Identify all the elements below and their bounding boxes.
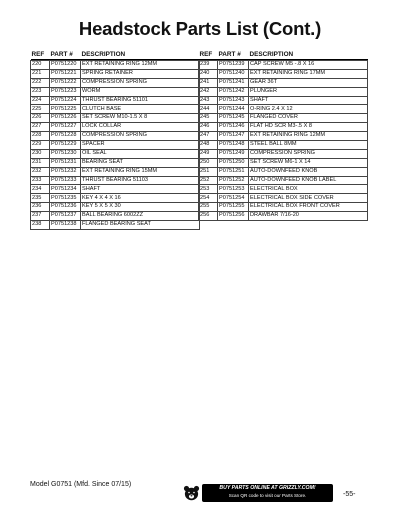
table-row <box>199 212 368 221</box>
description-cell: FLANGED COVER <box>249 114 368 123</box>
table-row <box>31 114 200 123</box>
description-cell: ELECTRICAL BOX <box>249 185 368 194</box>
ref-cell: 241 <box>199 78 218 87</box>
table-row <box>31 149 200 158</box>
ref-cell: 233 <box>31 176 50 185</box>
description-cell: SHAFT <box>81 185 200 194</box>
part-number-cell: P0751256 <box>218 212 249 221</box>
part-number-cell: P0751232 <box>50 167 81 176</box>
description-column-header: DESCRIPTION <box>81 51 126 59</box>
part-number-cell: P0751247 <box>218 132 249 141</box>
ref-cell: 248 <box>199 141 218 150</box>
table-row <box>199 78 368 87</box>
part-column-header: PART # <box>50 51 73 59</box>
part-number-cell: P0751223 <box>50 87 81 96</box>
description-column-header: DESCRIPTION <box>249 51 294 59</box>
table-row <box>31 185 200 194</box>
table-row <box>199 105 368 114</box>
part-number-cell: P0751244 <box>218 105 249 114</box>
table-row <box>31 105 200 114</box>
ref-cell: 236 <box>31 203 50 212</box>
table-row <box>199 203 368 212</box>
ref-cell: 250 <box>199 158 218 167</box>
description-cell: EXT RETAINING RING 15MM <box>81 167 200 176</box>
description-cell: SET SCREW M10-1.5 X 8 <box>81 114 200 123</box>
ref-cell: 249 <box>199 149 218 158</box>
description-cell: CLUTCH BASE <box>81 105 200 114</box>
description-cell: EXT RETAINING RING 17MM <box>249 69 368 78</box>
ref-cell: 251 <box>199 167 218 176</box>
part-number-cell: P0751228 <box>50 132 81 141</box>
ref-cell: 235 <box>31 194 50 203</box>
part-number-cell: P0751241 <box>218 78 249 87</box>
description-cell: ELECTRICAL BOX SIDE COVER <box>249 194 368 203</box>
ref-cell: 228 <box>31 132 50 141</box>
table-row <box>31 87 200 96</box>
part-number-cell: P0751227 <box>50 123 81 132</box>
ref-cell: 227 <box>31 123 50 132</box>
table-row <box>199 185 368 194</box>
ref-column-header: REF <box>199 51 213 59</box>
ref-cell: 221 <box>31 69 50 78</box>
description-cell: EXT RETAINING RING 12MM <box>81 61 200 70</box>
table-row <box>31 203 200 212</box>
ref-cell: 245 <box>199 114 218 123</box>
table-row <box>199 149 368 158</box>
description-cell: AUTO-DOWNFEED KNOB <box>249 167 368 176</box>
description-cell: EXT RETAINING RING 12MM <box>249 132 368 141</box>
description-cell: WORM <box>81 87 200 96</box>
ref-cell: 220 <box>31 61 50 70</box>
part-number-cell: P0751233 <box>50 176 81 185</box>
description-cell: STEEL BALL 8MM <box>249 141 368 150</box>
part-number-cell: P0751246 <box>218 123 249 132</box>
description-cell: O-RING 2.4 X 12 <box>249 105 368 114</box>
ref-cell: 226 <box>31 114 50 123</box>
ref-cell: 252 <box>199 176 218 185</box>
grizzly-bear-logo-icon <box>183 485 200 501</box>
ref-cell: 255 <box>199 203 218 212</box>
description-cell: COMPRESSION SPRING <box>249 149 368 158</box>
ref-cell: 240 <box>199 69 218 78</box>
description-cell: THRUST BEARING 51101 <box>81 96 200 105</box>
description-cell: BEARING SEAT <box>81 158 200 167</box>
parts-store-banner[interactable] <box>202 484 333 502</box>
part-number-cell: P0751242 <box>218 87 249 96</box>
ref-cell: 222 <box>31 78 50 87</box>
ref-cell: 225 <box>31 105 50 114</box>
page-number: -55- <box>343 491 356 498</box>
part-number-cell: P0751222 <box>50 78 81 87</box>
table-row <box>199 194 368 203</box>
ref-cell: 244 <box>199 105 218 114</box>
ref-cell: 242 <box>199 87 218 96</box>
part-number-cell: P0751221 <box>50 69 81 78</box>
part-number-cell: P0751220 <box>50 61 81 70</box>
ref-cell: 243 <box>199 96 218 105</box>
description-cell: COMPRESSION SPRING <box>81 78 200 87</box>
table-header-row <box>31 50 200 60</box>
ref-cell: 254 <box>199 194 218 203</box>
table-row <box>31 123 200 132</box>
ref-cell: 223 <box>31 87 50 96</box>
description-cell: GEAR 36T <box>249 78 368 87</box>
part-number-cell: P0751234 <box>50 185 81 194</box>
ref-cell: 237 <box>31 212 50 221</box>
description-cell: LOCK COLLAR <box>81 123 200 132</box>
description-cell: AUTO-DOWNFEED KNOB LABEL <box>249 176 368 185</box>
part-number-cell: P0751250 <box>218 158 249 167</box>
description-cell: KEY 4 X 4 X 16 <box>81 194 200 203</box>
promo-subtext: Scan QR code to visit our Parts Store. <box>228 493 307 498</box>
model-footer: Model G0751 (Mfd. Since 07/15) <box>30 481 132 488</box>
description-cell: COMPRESSION SPRING <box>81 132 200 141</box>
description-cell: SPRING RETAINER <box>81 69 200 78</box>
table-row <box>199 167 368 176</box>
ref-cell: 230 <box>31 149 50 158</box>
table-row <box>31 78 200 87</box>
part-number-cell: P0751252 <box>218 176 249 185</box>
description-cell: OIL SEAL <box>81 149 200 158</box>
description-cell: SET SCREW M6-1 X 14 <box>249 158 368 167</box>
description-cell: BALL BEARING 6002ZZ <box>81 212 200 221</box>
table-row <box>199 176 368 185</box>
table-row <box>31 141 200 150</box>
table-row <box>31 221 200 230</box>
ref-cell: 256 <box>199 212 218 221</box>
ref-cell: 246 <box>199 123 218 132</box>
part-number-cell: P0751239 <box>218 61 249 70</box>
ref-cell: 224 <box>31 96 50 105</box>
part-number-cell: P0751251 <box>218 167 249 176</box>
part-number-cell: P0751249 <box>218 149 249 158</box>
parts-table-right <box>198 50 368 221</box>
ref-cell: 238 <box>31 221 50 230</box>
table-row <box>31 194 200 203</box>
table-row <box>199 141 368 150</box>
part-number-cell: P0751226 <box>50 114 81 123</box>
table-row <box>199 96 368 105</box>
description-cell: THRUST BEARING 51103 <box>81 176 200 185</box>
description-cell: SPACER <box>81 141 200 150</box>
description-cell: SHAFT <box>249 96 368 105</box>
table-row <box>31 176 200 185</box>
ref-cell: 234 <box>31 185 50 194</box>
part-number-cell: P0751231 <box>50 158 81 167</box>
parts-table-left-body <box>31 61 200 230</box>
part-number-cell: P0751255 <box>218 203 249 212</box>
description-cell: CAP SCREW M5 -.8 X 16 <box>249 61 368 70</box>
table-header-row <box>199 50 368 60</box>
table-row <box>31 96 200 105</box>
part-number-cell: P0751237 <box>50 212 81 221</box>
table-row <box>31 158 200 167</box>
promo-headline: BUY PARTS ONLINE AT GRIZZLY.COM! <box>219 485 316 491</box>
ref-cell: 229 <box>31 141 50 150</box>
ref-cell: 239 <box>199 61 218 70</box>
description-cell: DRAWBAR 7/16-20 <box>249 212 368 221</box>
page-title: Headstock Parts List (Cont.) <box>78 18 322 39</box>
table-row <box>199 69 368 78</box>
part-number-cell: P0751225 <box>50 105 81 114</box>
parts-table-left <box>30 50 200 230</box>
table-row <box>31 212 200 221</box>
table-row <box>199 132 368 141</box>
part-number-cell: P0751254 <box>218 194 249 203</box>
part-number-cell: P0751240 <box>218 69 249 78</box>
part-number-cell: P0751248 <box>218 141 249 150</box>
ref-column-header: REF <box>31 51 45 59</box>
description-cell: PLUNGER <box>249 87 368 96</box>
description-cell: FLAT HD SCR M3-.5 X 8 <box>249 123 368 132</box>
ref-cell: 247 <box>199 132 218 141</box>
part-number-cell: P0751243 <box>218 96 249 105</box>
part-number-cell: P0751238 <box>50 221 81 230</box>
part-number-cell: P0751235 <box>50 194 81 203</box>
description-cell: KEY 5 X 5 X 30 <box>81 203 200 212</box>
part-number-cell: P0751245 <box>218 114 249 123</box>
description-cell: ELECTRICAL BOX FRONT COVER <box>249 203 368 212</box>
table-row <box>199 61 368 70</box>
part-number-cell: P0751236 <box>50 203 81 212</box>
part-number-cell: P0751253 <box>218 185 249 194</box>
part-number-cell: P0751224 <box>50 96 81 105</box>
part-number-cell: P0751230 <box>50 149 81 158</box>
table-row <box>31 167 200 176</box>
table-row <box>199 114 368 123</box>
ref-cell: 231 <box>31 158 50 167</box>
part-column-header: PART # <box>218 51 241 59</box>
parts-table-right-body <box>199 61 368 221</box>
table-row <box>31 69 200 78</box>
description-cell: FLANGED BEARING SEAT <box>81 221 200 230</box>
part-number-cell: P0751229 <box>50 141 81 150</box>
table-row <box>199 158 368 167</box>
ref-cell: 232 <box>31 167 50 176</box>
table-row <box>199 87 368 96</box>
ref-cell: 253 <box>199 185 218 194</box>
table-row <box>199 123 368 132</box>
table-row <box>31 61 200 70</box>
table-row <box>31 132 200 141</box>
